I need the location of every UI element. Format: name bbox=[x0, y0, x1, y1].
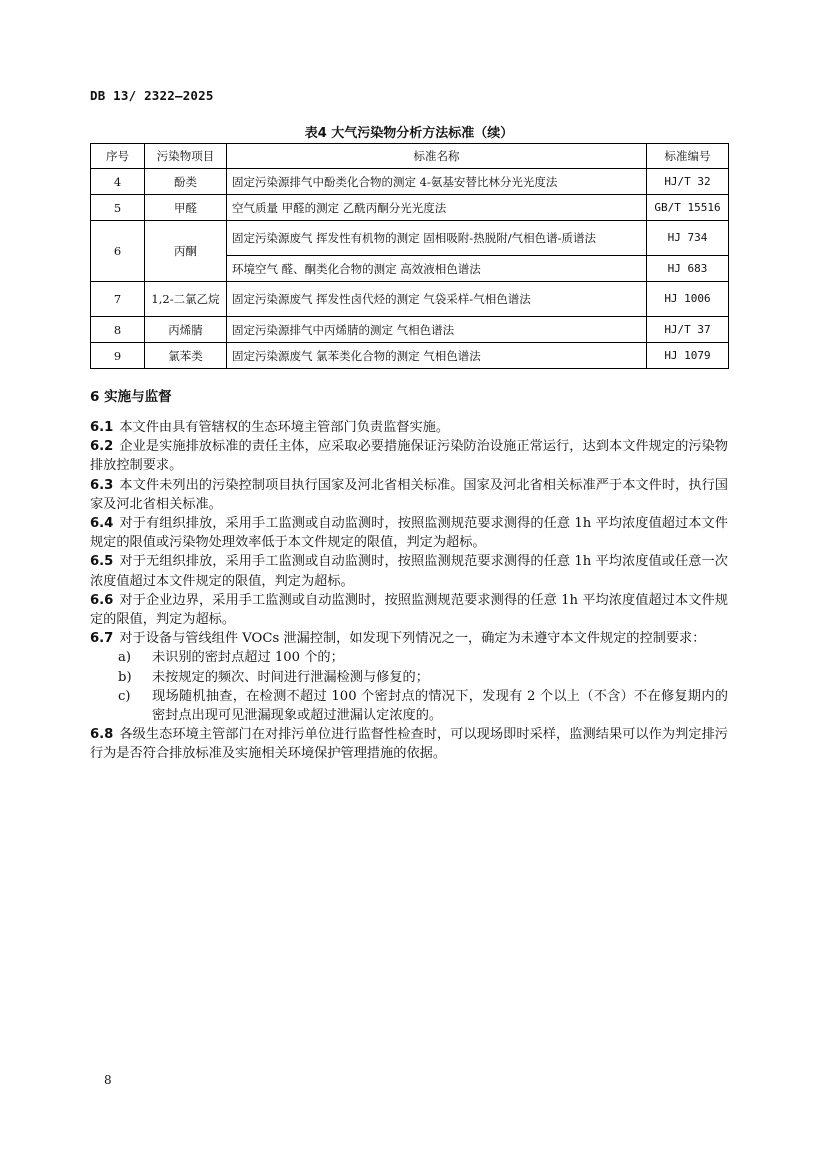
table-row bbox=[91, 221, 729, 256]
clause-text: 对于有组织排放，采用手工监测或自动监测时，按照监测规范要求测得的任意 1h 平均浓度值超过本文件规定的限值或污染物处理效率低于本文件规定的限值，判定为超标。 bbox=[90, 516, 728, 551]
table-row bbox=[91, 317, 729, 343]
clause bbox=[90, 552, 728, 590]
clause-number: 6.2 bbox=[90, 439, 114, 455]
table-row bbox=[91, 343, 729, 369]
list-item-text: 现场随机抽查，在检测不超过 100 个密封点的情况下，发现有 2 个以上（不含）不在修复期内的密封点出现可见泄漏现象或超过泄漏认定浓度的。 bbox=[152, 688, 728, 724]
list-item-label: a) bbox=[118, 650, 132, 666]
clause bbox=[90, 514, 728, 552]
list-item bbox=[90, 687, 728, 725]
clause-number: 6.6 bbox=[90, 592, 114, 608]
pollutant-name: 氯苯类 bbox=[145, 343, 227, 369]
standard-code: GB/T 15516 bbox=[647, 195, 729, 221]
column-header: 序号 bbox=[91, 144, 145, 169]
row-number: 4 bbox=[91, 169, 145, 195]
clause-text: 对于设备与管线组件 VOCs 泄漏控制，如发现下列情况之一，确定为未遵守本文件规定的控制要求： bbox=[119, 631, 706, 647]
document-id: DB 13/ 2322—2025 bbox=[90, 88, 214, 103]
clause bbox=[90, 629, 728, 648]
standard-name: 空气质量 甲醛的测定 乙酰丙酮分光光度法 bbox=[227, 195, 647, 221]
list-item-label: b) bbox=[118, 669, 132, 685]
section-title: 6 实施与监督 bbox=[90, 389, 172, 405]
pollutant-name: 丙烯腈 bbox=[145, 317, 227, 343]
clause-text: 对于无组织排放，采用手工监测或自动监测时，按照监测规范要求测得的任意 1h 平均浓度值或任意一次浓度值超过本文件规定的限值，判定为超标。 bbox=[90, 554, 728, 589]
standard-code: HJ 1006 bbox=[647, 282, 729, 317]
clause-number: 6.7 bbox=[90, 631, 114, 647]
list-item-text: 未识别的密封点超过 100 个的； bbox=[152, 650, 344, 666]
row-number: 6 bbox=[91, 221, 145, 282]
table-row bbox=[91, 195, 729, 221]
standard-code: HJ 1079 bbox=[647, 343, 729, 369]
row-number: 5 bbox=[91, 195, 145, 221]
standard-name: 固定污染源废气 挥发性卤代烃的测定 气袋采样-气相色谱法 bbox=[227, 282, 647, 317]
standard-code: HJ 683 bbox=[647, 256, 729, 282]
clause bbox=[90, 725, 728, 763]
clause-number: 6.8 bbox=[90, 727, 114, 743]
clause-number: 6.1 bbox=[90, 420, 114, 435]
pollutant-name: 丙酮 bbox=[145, 221, 227, 282]
column-header: 标准编号 bbox=[647, 144, 729, 169]
list-item bbox=[90, 668, 728, 687]
clause-number: 6.5 bbox=[90, 554, 114, 570]
clause-number: 6.4 bbox=[90, 516, 114, 532]
row-number: 7 bbox=[91, 282, 145, 317]
table-row bbox=[91, 282, 729, 317]
page-number: 8 bbox=[104, 1073, 112, 1087]
standards-table bbox=[90, 143, 729, 369]
section-body bbox=[90, 418, 728, 764]
table-row bbox=[91, 169, 729, 195]
clause bbox=[90, 437, 728, 475]
pollutant-name: 1,2-二氯乙烷 bbox=[145, 282, 227, 317]
standard-name: 固定污染源废气 挥发性有机物的测定 固相吸附-热脱附/气相色谱-质谱法 bbox=[227, 221, 647, 256]
standard-name: 固定污染源排气中丙烯腈的测定 气相色谱法 bbox=[227, 317, 647, 343]
clause-text: 对于企业边界，采用手工监测或自动监测时，按照监测规范要求测得的任意 1h 平均浓度值超过本文件规定的限值，判定为超标。 bbox=[90, 592, 728, 628]
clause-number: 6.3 bbox=[90, 477, 114, 493]
clause-text: 本文件未列出的污染控制项目执行国家及河北省相关标准。国家及河北省相关标准严于本文件时，执行国家及河北省相关标准。 bbox=[90, 477, 728, 512]
pollutant-name: 甲醛 bbox=[145, 195, 227, 221]
row-number: 9 bbox=[91, 343, 145, 369]
standard-code: HJ/T 32 bbox=[647, 169, 729, 195]
clause bbox=[90, 418, 728, 437]
standard-name: 固定污染源排气中酚类化合物的测定 4-氨基安替比林分光光度法 bbox=[227, 169, 647, 195]
clause-text: 企业是实施排放标准的责任主体，应采取必要措施保证污染防治设施正常运行，达到本文件规定的污染物排放控制要求。 bbox=[90, 439, 728, 474]
standard-code: HJ/T 37 bbox=[647, 317, 729, 343]
row-number: 8 bbox=[91, 317, 145, 343]
clause bbox=[90, 591, 728, 629]
table-header-row bbox=[91, 144, 729, 169]
standard-name: 固定污染源废气 氯苯类化合物的测定 气相色谱法 bbox=[227, 343, 647, 369]
clause bbox=[90, 476, 728, 514]
standard-name: 环境空气 醛、酮类化合物的测定 高效液相色谱法 bbox=[227, 256, 647, 282]
standard-code: HJ 734 bbox=[647, 221, 729, 256]
table-caption: 表4 大气污染物分析方法标准（续） bbox=[304, 126, 514, 141]
clause-text: 各级生态环境主管部门在对排污单位进行监督性检查时，可以现场即时采样，监测结果可以作为判定排污行为是否符合排放标准及实施相关环境保护管理措施的依据。 bbox=[90, 727, 728, 762]
pollutant-name: 酚类 bbox=[145, 169, 227, 195]
column-header: 标准名称 bbox=[227, 144, 647, 169]
clause-text: 本文件由具有管辖权的生态环境主管部门负责监督实施。 bbox=[119, 420, 450, 435]
list-item bbox=[90, 648, 728, 667]
list-item-label: c) bbox=[118, 688, 131, 704]
column-header: 污染物项目 bbox=[145, 144, 227, 169]
list-item-text: 未按规定的频次、时间进行泄漏检测与修复的； bbox=[152, 669, 429, 685]
